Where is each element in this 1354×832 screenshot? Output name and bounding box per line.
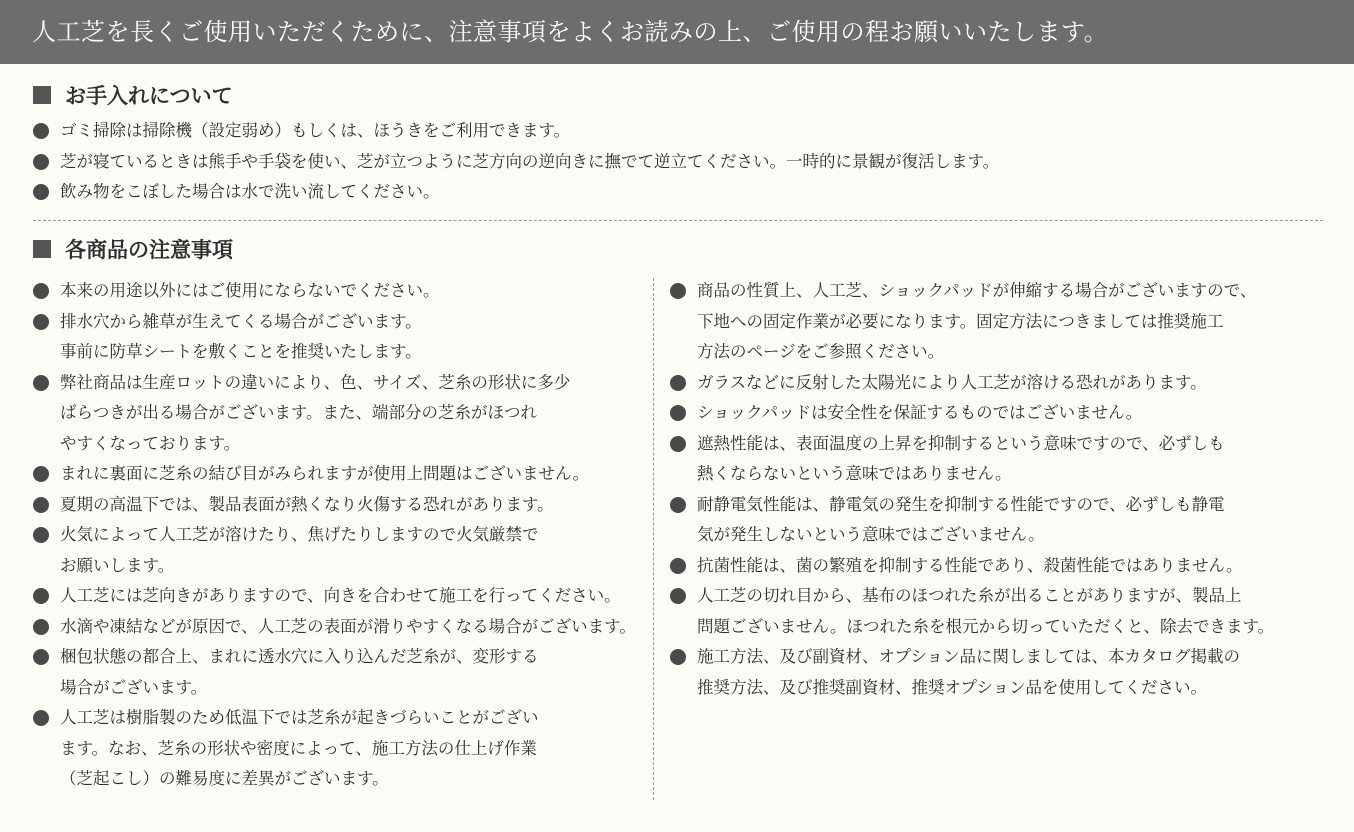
list-item — [670, 429, 1340, 490]
list-item-text: 排水穴から雑草が生えてくる場合がございます。 — [60, 311, 422, 331]
bullet-dot-icon — [33, 375, 49, 391]
bullet-dot-icon — [670, 375, 686, 391]
section-divider — [33, 220, 1323, 221]
bullet-dot-icon — [670, 588, 686, 604]
list-item — [33, 116, 1333, 147]
column-divider — [653, 278, 654, 800]
list-item — [33, 581, 648, 612]
bullet-dot-icon — [33, 527, 49, 543]
list-item — [670, 276, 1340, 368]
bullet-dot-icon — [670, 283, 686, 299]
bullet-dot-icon — [33, 497, 49, 513]
list-item-text: （芝起こし）の難易度に差異がございます。 — [60, 769, 389, 788]
list-item-text: 問題ございません。ほつれた糸を根元から切っていただくと、除去できます。 — [697, 616, 1275, 636]
care-list — [33, 116, 1333, 208]
list-item-text: 推奨方法、及び推奨副資材、推奨オプション品を使用してください。 — [697, 677, 1208, 697]
list-item — [670, 368, 1340, 399]
square-bullet-icon — [33, 86, 51, 104]
list-item-text: 火気によって人工芝が溶けたり、焦げたりしますので火気厳禁で — [60, 525, 539, 544]
cautions-section-heading — [33, 234, 233, 264]
list-item-text: 方法のページをご参照ください。 — [697, 342, 945, 361]
bullet-dot-icon — [670, 405, 686, 421]
bullet-dot-icon — [670, 436, 686, 452]
list-item — [670, 581, 1340, 642]
list-item-text: 梱包状態の都合上、まれに透水穴に入り込んだ芝糸が、変形する — [60, 647, 539, 666]
list-item-text: 水滴や凍結などが原因で、人工芝の表面が滑りやすくなる場合がございます。 — [60, 616, 636, 636]
bullet-dot-icon — [670, 497, 686, 513]
list-item-text: まれに裏面に芝糸の結び目がみられますが使用上問題はございません。 — [60, 464, 589, 483]
list-item-text: 下地への固定作業が必要になります。固定方法につきましては推奨施工 — [697, 311, 1224, 331]
list-item-text: 飲み物をこぼした場合は水で洗い流してください。 — [60, 182, 440, 201]
list-item-text: 夏期の高温下では、製品表面が熱くなり火傷する恐れがあります。 — [60, 494, 554, 514]
list-item — [33, 703, 648, 795]
list-item-text: やすくなっております。 — [60, 433, 241, 453]
list-item-text: 遮熱性能は、表面温度の上昇を抑制するという意味ですので、必ずしも — [697, 433, 1225, 453]
bullet-dot-icon — [670, 558, 686, 574]
bullet-dot-icon — [33, 710, 49, 726]
list-item — [670, 642, 1340, 703]
list-item-text: ます。なお、芝糸の形状や密度によって、施工方法の仕上げ作業 — [60, 738, 537, 758]
list-item-text: 施工方法、及び副資材、オプション品に関しましては、本カタログ掲載の — [697, 647, 1241, 666]
list-item — [33, 276, 648, 307]
square-bullet-icon — [33, 240, 51, 258]
list-item-text: 人工芝は樹脂製のため低温下では芝糸が起きづらいことがござい — [60, 708, 539, 727]
list-item-text: 商品の性質上、人工芝、ショックパッドが伸縮する場合がございますので、 — [697, 281, 1257, 300]
list-item-text: 芝が寝ているときは熊手や手袋を使い、芝が立つように芝方向の逆向きに撫でて逆立てください。一時的に景観が復活します。 — [60, 151, 1000, 171]
list-item-text: 事前に防草シートを敷くことを推奨いたします。 — [60, 342, 422, 361]
list-item — [33, 520, 648, 581]
cautions-section-title: 各商品の注意事項 — [65, 238, 233, 262]
cautions-left-list — [33, 276, 648, 795]
list-item — [670, 551, 1340, 582]
bullet-dot-icon — [33, 283, 49, 299]
notice-banner: 人工芝を長くご使用いただくために、注意事項をよくお読みの上、ご使用の程お願いいたします。 — [0, 0, 1354, 64]
list-item-text: 場合がございます。 — [60, 677, 208, 697]
bullet-dot-icon — [670, 649, 686, 665]
list-item-text: 人工芝の切れ目から、基布のほつれた糸が出ることがありますが、製品上 — [697, 586, 1242, 605]
list-item-text: 人工芝には芝向きがありますので、向きを合わせて施工を行ってください。 — [60, 586, 621, 605]
care-section-title: お手入れについて — [65, 84, 233, 108]
list-item — [33, 307, 648, 368]
list-item-text: 抗菌性能は、菌の繁殖を抑制する性能であり、殺菌性能ではありません。 — [697, 555, 1243, 575]
list-item — [33, 459, 648, 490]
list-item-text: 耐静電気性能は、静電気の発生を抑制する性能ですので、必ずしも静電 — [697, 494, 1225, 514]
list-item-text: お願いします。 — [60, 555, 175, 575]
list-item-text: 弊社商品は生産ロットの違いにより、色、サイズ、芝糸の形状に多少 — [60, 372, 571, 392]
list-item-text: ショックパッドは安全性を保証するものではございません。 — [697, 403, 1143, 422]
bullet-dot-icon — [33, 588, 49, 604]
list-item-text: 本来の用途以外にはご使用にならないでください。 — [60, 281, 440, 300]
list-item — [33, 642, 648, 703]
list-item-text: ばらつきが出る場合がございます。また、端部分の芝糸がほつれ — [60, 403, 538, 422]
cautions-right-list — [670, 276, 1340, 703]
list-item — [33, 368, 648, 460]
list-item — [33, 490, 648, 521]
list-item-text: 気が発生しないという意味ではございません。 — [697, 525, 1045, 544]
list-item — [670, 490, 1340, 551]
bullet-dot-icon — [33, 619, 49, 635]
list-item-text: 熱くならないという意味ではありません。 — [697, 464, 1012, 483]
list-item — [33, 147, 1333, 178]
list-item — [33, 612, 648, 643]
list-item — [33, 177, 1333, 208]
list-item-text: ゴミ掃除は掃除機（設定弱め）もしくは、ほうきをご利用できます。 — [60, 121, 571, 140]
bullet-dot-icon — [33, 154, 49, 170]
list-item — [670, 398, 1340, 429]
bullet-dot-icon — [33, 466, 49, 482]
bullet-dot-icon — [33, 314, 49, 330]
bullet-dot-icon — [33, 123, 49, 139]
care-section-heading — [33, 80, 233, 110]
bullet-dot-icon — [33, 649, 49, 665]
bullet-dot-icon — [33, 184, 49, 200]
list-item-text: ガラスなどに反射した太陽光により人工芝が溶ける恐れがあります。 — [697, 372, 1207, 392]
